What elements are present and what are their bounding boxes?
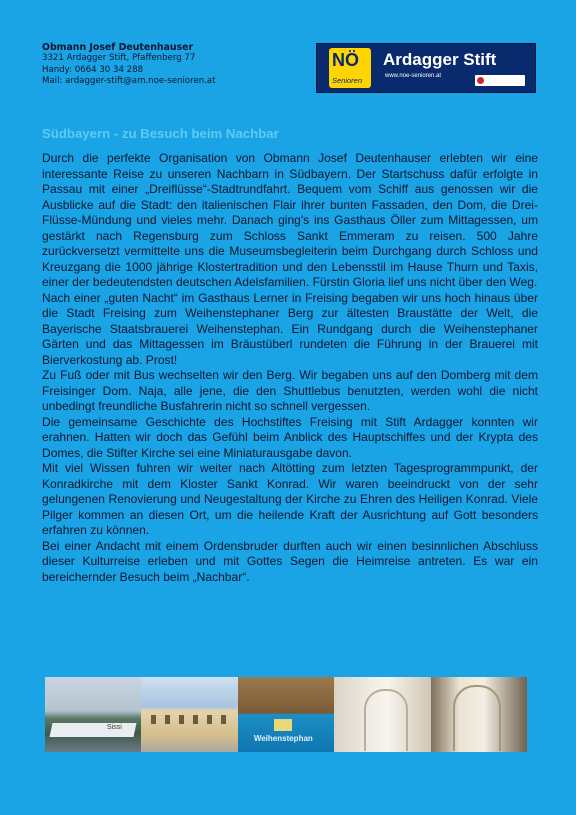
photo-schloss-courtyard [141, 677, 237, 752]
logo-url: www.noe-senioren.at [385, 73, 442, 79]
window-shape [207, 715, 212, 724]
sponsor-mark-icon [475, 75, 525, 86]
noe-senioren-badge [329, 48, 371, 88]
logo-brand: Ardagger Stift [383, 50, 497, 69]
contact-address: 3321 Ardagger Stift, Pfaffenberg 77 [42, 53, 196, 63]
arch-shape [364, 689, 408, 751]
badge-subtext: Senioren [332, 76, 363, 85]
paragraph: Bei einer Andacht mit einem Ordensbruder durften auch wir einen besinnlichen Abschluss dieser Kulturreise erleben und mit Gottes Segen die Heimreise antreten. Es war ein bereichernder Besuch beim „Nachbar“. [42, 538, 538, 584]
organization-logo [316, 43, 536, 93]
article-body [42, 151, 538, 585]
window-shape [151, 715, 156, 724]
window-shape [165, 715, 170, 724]
paragraph: Die gemeinsame Geschichte des Hochstiftes Freising mit Stift Ardagger konnten wir erahnen. Hatten wir doch das Gefühl beim Anblick des Hauptschiffes und der Krypta des Domes, die Stifter Kirche sei eine Miniaturausgabe davon. [42, 414, 538, 460]
paragraph: Mit viel Wissen fuhren wir weiter nach Altötting zum letzten Tagesprogrammpunkt, der Konradkirche mit dem Kloster Sankt Konrad. Wir waren beeindruckt von der sehr gelungenen Renovierung und Neugestaltung der Kirche zu Ehren des Heiligen Konrad. Viele Pilger kommen an diesen Ort, um die heilende Kraft der Ausrichtung auf Gott besonders erfahren zu können. [42, 461, 538, 537]
window-shape [179, 715, 184, 724]
contact-name: Obmann Josef Deutenhauser [42, 42, 194, 53]
article-title: Südbayern - zu Besuch beim Nachbar [42, 126, 279, 141]
brewery-label: Weihenstephan [253, 734, 313, 743]
contact-phone: Handy: 0664 30 34 288 [42, 64, 144, 75]
photo-cathedral-nave [334, 677, 430, 752]
arch-shape [453, 685, 501, 751]
paragraph: Zu Fuß oder mit Bus wechselten wir den Berg. Wir begaben uns auf den Domberg mit dem Freisinger Dom. Naja, alle jene, die den Shuttlebus benutzten, werden wohl die nicht unbedingt freundliche Busfahrerin nicht so schnell vergessen. [42, 368, 538, 413]
brewery-emblem-icon [274, 719, 292, 731]
badge-text: NÖ [332, 50, 359, 70]
window-shape [221, 715, 226, 724]
photo-brewery [238, 677, 334, 752]
ship-label: Sissi [107, 724, 122, 731]
contact-header [42, 42, 302, 88]
photo-church-interior [431, 677, 527, 752]
photo-strip [45, 677, 527, 752]
window-shape [193, 715, 198, 724]
contact-mail: Mail: ardagger-stift@am.noe-senioren.at [42, 76, 216, 86]
photo-passau-ship [45, 677, 141, 752]
ship-shape [50, 723, 137, 737]
paragraph: Nach einer „guten Nacht“ im Gasthaus Lerner in Freising begaben wir uns hoch hinaus über die Stadt Freising zum Weihenstephaner Berg zur ältesten Braustätte der Welt, die Bayerische Staatsbrauerei Weihenstephan. Ein Rundgang durch die Weihenstephaner Gärten und das Mittagessen im Bräustüberl rundeten die Führung in der Brauerei mit Bierverkostung ab. Prost! [42, 290, 538, 367]
paragraph: Durch die perfekte Organisation von Obmann Josef Deutenhauser erlebten wir eine interessante Reise zu unseren Nachbarn in Südbayern. Der Startschuss dafür erfolgte in Passau mit einer „Dreiflüsse“-Stadtrundfahrt. Bequem vom Schiff aus genossen wir die Ausblicke auf die Stadt: den italienischen Flair ihrer bunten Fassaden, den Dom, die Drei-Flüsse-Mündung und vieles mehr. Danach ging's ins Gasthaus Öller zum Mittagessen, um gestärkt nach Regensburg zum Schloss Sankt Emmeram zu reisen. 500 Jahre zurückversetzt vermittelte uns die Museumsbegleiterin beim Durchgang durch Schloss und Kreuzgang die 1000 jährige Klostertradition und den Lebensstil im Hause Thurn und Taxis, einer der bedeutendsten deutschen Adelsfamilien. Fürstin Gloria lief uns nicht über den Weg. [42, 151, 538, 289]
